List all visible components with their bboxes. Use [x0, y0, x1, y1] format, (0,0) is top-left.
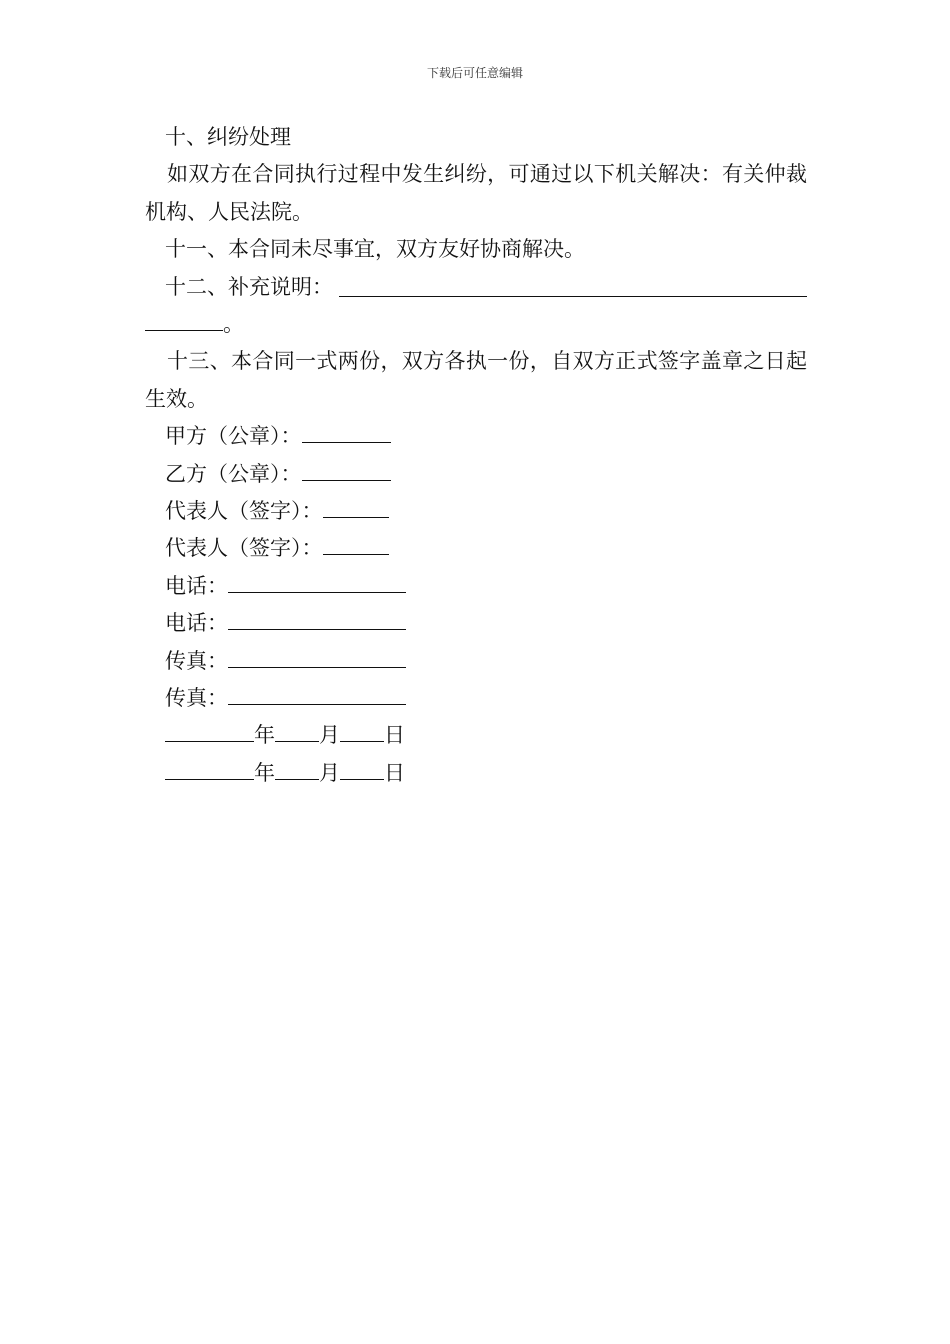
section-11: 十一、本合同未尽事宜，双方友好协商解决。 — [165, 237, 585, 262]
fax-b-blank[interactable] — [228, 683, 406, 705]
fax-b-label: 传真： — [165, 685, 228, 710]
phone-a-row — [145, 568, 807, 605]
rep-a-row — [145, 493, 807, 530]
party-b-seal-blank[interactable] — [302, 459, 391, 481]
date-a-month-label: 月 — [319, 723, 340, 748]
party-b-seal-label: 乙方（公章）： — [165, 461, 302, 486]
date-b-year-blank[interactable] — [165, 758, 254, 780]
section-12-label: 十二、补充说明： — [165, 274, 333, 299]
rep-b-blank[interactable] — [323, 533, 389, 555]
section-12-row — [145, 269, 807, 306]
rep-b-label: 代表人（签字）： — [165, 536, 323, 561]
fax-a-blank[interactable] — [228, 646, 406, 668]
party-b-seal-row — [145, 456, 807, 493]
rep-a-label: 代表人（签字）： — [165, 498, 323, 523]
fax-a-label: 传真： — [165, 648, 228, 673]
section-10-title: 十、纠纷处理 — [165, 125, 291, 149]
rep-a-blank[interactable] — [323, 496, 389, 518]
date-b-month-label: 月 — [319, 760, 340, 785]
phone-a-blank[interactable] — [228, 571, 406, 593]
rep-b-row — [145, 530, 807, 567]
date-b-month-blank[interactable] — [275, 758, 319, 780]
fax-a-row — [145, 643, 807, 680]
section-12-continuation — [145, 306, 807, 343]
phone-b-blank[interactable] — [228, 608, 406, 630]
date-a-row — [145, 717, 807, 754]
party-a-seal-blank[interactable] — [302, 421, 391, 443]
date-b-day-blank[interactable] — [340, 758, 384, 780]
date-a-day-label: 日 — [384, 723, 405, 748]
date-a-day-blank[interactable] — [340, 720, 384, 742]
date-b-row — [145, 755, 807, 792]
phone-a-label: 电话： — [165, 573, 228, 598]
date-b-year-label: 年 — [254, 760, 275, 785]
section-13: 十三、本合同一式两份，双方各执一份，自双方正式签字盖章之日起生效。 — [145, 349, 807, 411]
date-a-year-blank[interactable] — [165, 720, 254, 742]
date-a-month-blank[interactable] — [275, 720, 319, 742]
party-a-seal-label: 甲方（公章）： — [165, 424, 302, 449]
fax-b-row — [145, 680, 807, 717]
page-header-note: 下载后可任意编辑 — [426, 66, 523, 80]
phone-b-row — [145, 605, 807, 642]
date-b-day-label: 日 — [384, 760, 405, 785]
phone-b-label: 电话： — [165, 611, 228, 636]
supplement-blank-line-1[interactable] — [339, 295, 807, 297]
date-a-year-label: 年 — [254, 723, 275, 748]
section-10-body: 如双方在合同执行过程中发生纠纷，可通过以下机关解决：有关仲裁机构、人民法院。 — [145, 162, 807, 224]
section-12-end: 。 — [223, 311, 244, 336]
party-a-seal-row — [145, 418, 807, 455]
contract-content — [145, 119, 807, 792]
supplement-blank-line-2[interactable] — [145, 309, 223, 331]
